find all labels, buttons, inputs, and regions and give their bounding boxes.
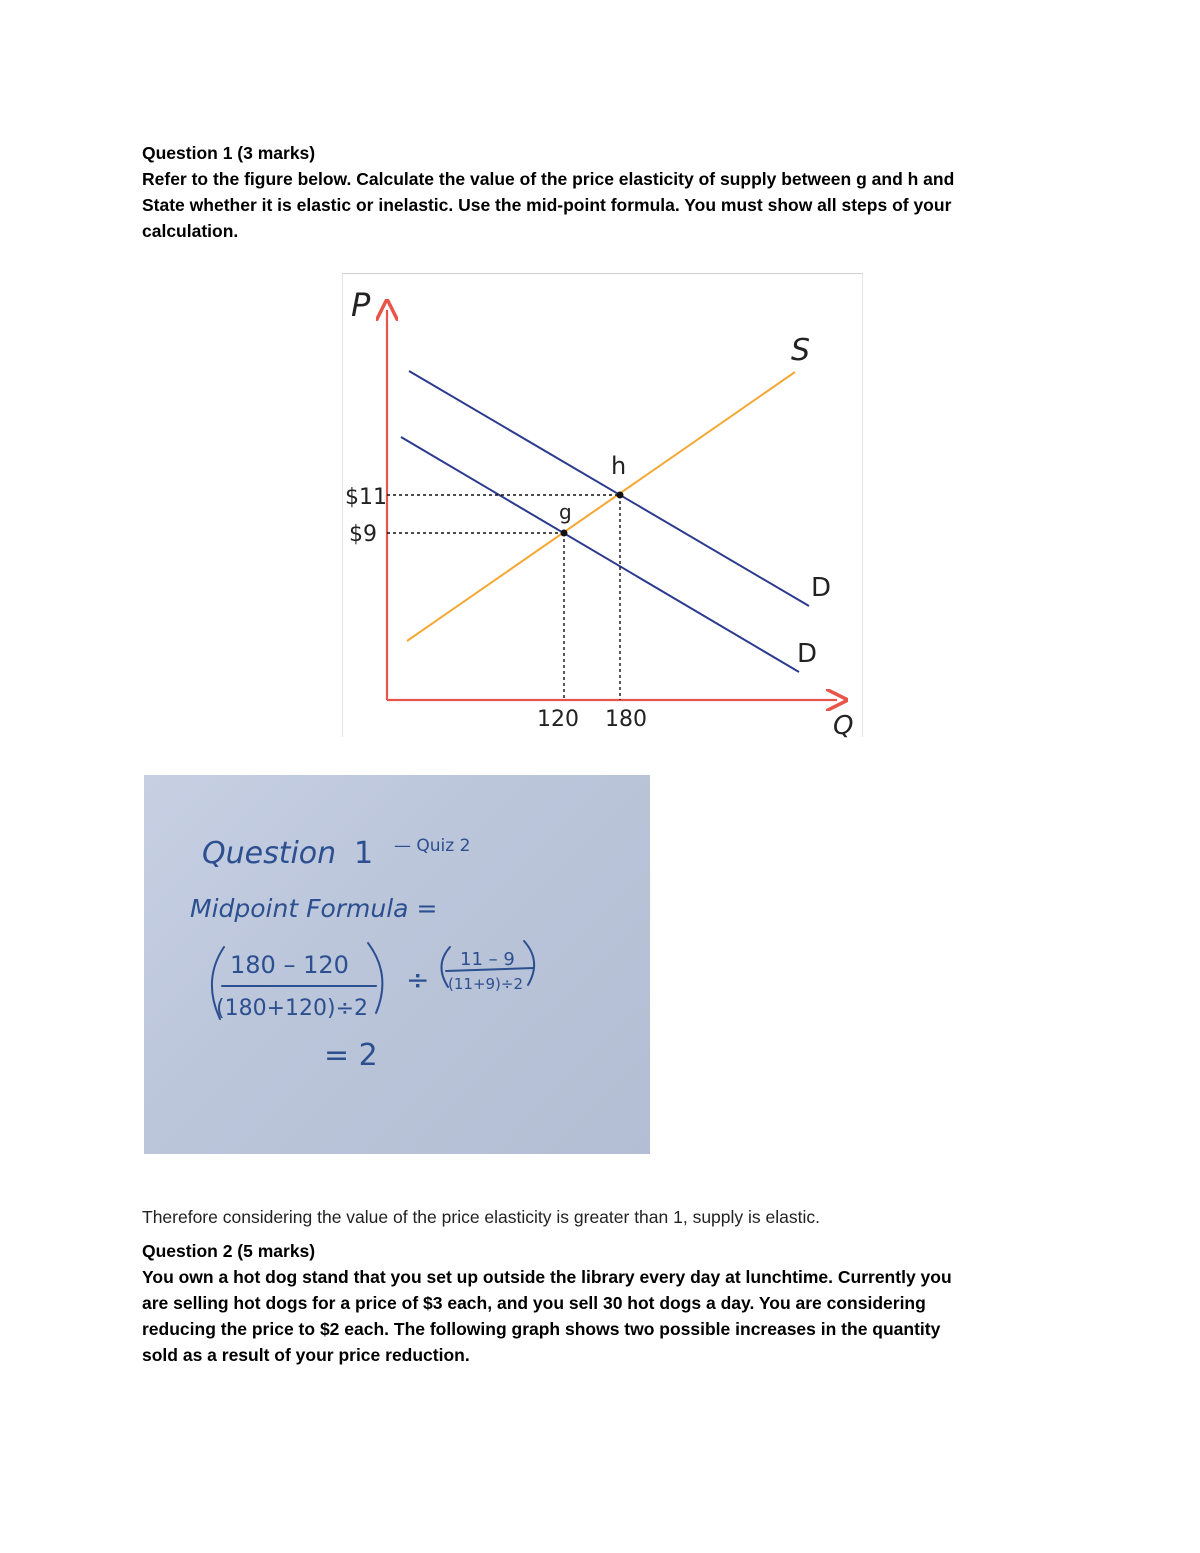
- q-axis-label: Q: [833, 711, 854, 738]
- hw-result: = 2: [324, 1038, 378, 1073]
- demand-label-2: D: [797, 639, 818, 669]
- qty-high-label: 180: [605, 707, 647, 732]
- price-low-label: $9: [349, 522, 377, 547]
- hw-heading-num: 1: [354, 836, 374, 871]
- question-2-line-4: sold as a result of your price reduction.: [142, 1345, 470, 1365]
- right-paren-close: [524, 941, 534, 985]
- hw-numerator-1: 180 – 120: [230, 951, 349, 979]
- hw-heading: Question: [202, 836, 337, 871]
- question-2-line-1: You own a hot dog stand that you set up outside the library every day at lunchtime. Currently you: [142, 1267, 952, 1287]
- p-axis-label: P: [351, 286, 371, 324]
- qty-low-label: 120: [537, 707, 579, 732]
- conclusion-text: Therefore considering the value of the price elasticity is greater than 1, supply is elastic.: [142, 1206, 820, 1227]
- hw-numerator-2: 11 – 9: [460, 949, 515, 970]
- question-2-title: Question 2 (5 marks): [142, 1241, 316, 1261]
- hw-denominator-1: (180+120)÷2: [216, 996, 369, 1021]
- question-2-line-3: reducing the price to $2 each. The following graph shows two possible increases in the quantity: [142, 1319, 941, 1339]
- handwritten-solution-photo: [144, 775, 650, 1154]
- supply-curve: [407, 372, 795, 641]
- price-high-label: $11: [345, 485, 387, 510]
- question-1: [142, 140, 1072, 244]
- supply-label: S: [791, 333, 811, 368]
- hw-heading-quiz: — Quiz 2: [394, 836, 471, 856]
- question-1-title: Question 1 (3 marks): [142, 143, 316, 163]
- point-g-label: g: [559, 500, 572, 524]
- question-2-line-2: are selling hot dogs for a price of $3 each, and you sell 30 hot dogs a day. You are considering: [142, 1293, 926, 1313]
- left-paren-close: [368, 943, 382, 1013]
- demand-curve-lower: [401, 437, 799, 672]
- hw-divide: ÷: [406, 963, 430, 996]
- hw-formula-label: Midpoint Formula =: [190, 894, 438, 923]
- supply-demand-figure: [342, 273, 863, 737]
- supply-demand-svg: [343, 274, 864, 738]
- point-g-marker: [561, 530, 568, 537]
- point-h-marker: [617, 492, 624, 499]
- demand-curve-upper: [409, 371, 809, 606]
- question-1-line-2: State whether it is elastic or inelastic. Use the mid-point formula. You must show all steps of your: [142, 195, 952, 215]
- question-2: [142, 1238, 1072, 1368]
- handwritten-solution-svg: [144, 775, 650, 1154]
- question-1-line-3: calculation.: [142, 221, 239, 241]
- hw-denominator-2: (11+9)÷2: [448, 975, 524, 993]
- question-1-line-1: Refer to the figure below. Calculate the value of the price elasticity of supply between g and h and: [142, 169, 955, 189]
- demand-label-1: D: [811, 573, 832, 603]
- point-h-label: h: [611, 452, 627, 480]
